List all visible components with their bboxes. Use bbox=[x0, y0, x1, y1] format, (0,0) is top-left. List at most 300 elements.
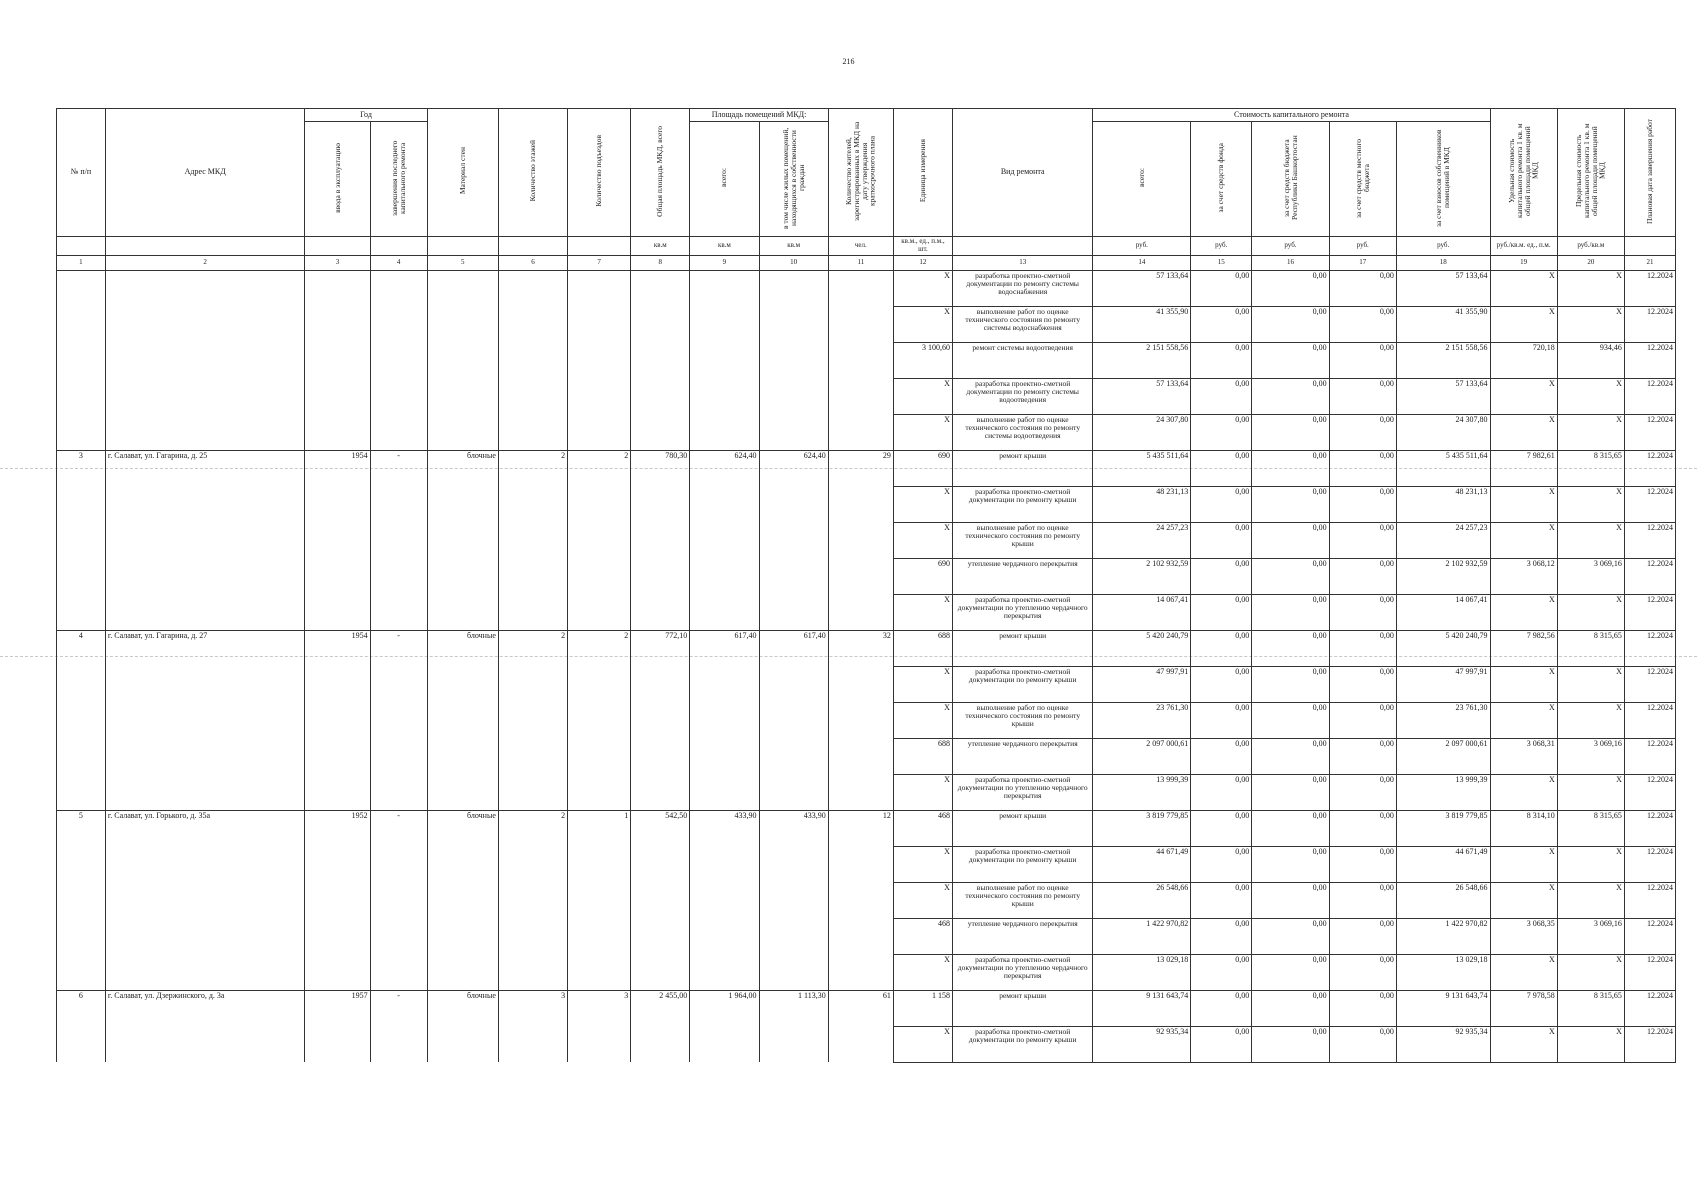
cost-total-cell: 1 422 970,82 bbox=[1093, 918, 1191, 954]
unit-cost-cell: X bbox=[1490, 882, 1557, 918]
cost-fund-cell: 0,00 bbox=[1191, 774, 1252, 810]
row-number bbox=[57, 954, 106, 990]
material-cell bbox=[427, 306, 498, 342]
deadline-cell: 12.2024 bbox=[1624, 846, 1675, 882]
area-residential-cell: 1 113,30 bbox=[759, 990, 828, 1026]
area-residential-cell: 624,40 bbox=[759, 450, 828, 486]
header-work-type: Вид ремонта bbox=[952, 109, 1093, 237]
unit-cost-cell: 3 068,35 bbox=[1490, 918, 1557, 954]
material-cell bbox=[427, 702, 498, 738]
last-repair-cell bbox=[370, 738, 427, 774]
cost-owners-cell: 2 097 000,61 bbox=[1396, 738, 1490, 774]
last-repair-cell bbox=[370, 558, 427, 594]
deadline-cell: 12.2024 bbox=[1624, 702, 1675, 738]
material-cell bbox=[427, 738, 498, 774]
deadline-cell: 12.2024 bbox=[1624, 882, 1675, 918]
cost-local-cell: 0,00 bbox=[1329, 630, 1396, 666]
cost-local-cell: 0,00 bbox=[1329, 378, 1396, 414]
area-all-cell bbox=[690, 486, 759, 522]
total-area-cell: 2 455,00 bbox=[631, 990, 690, 1026]
address-cell bbox=[105, 522, 305, 558]
address-cell bbox=[105, 702, 305, 738]
row-number bbox=[57, 1026, 106, 1062]
total-area-cell bbox=[631, 522, 690, 558]
unit-cost-cell: X bbox=[1490, 1026, 1557, 1062]
row-number: 4 bbox=[57, 630, 106, 666]
entrances-cell bbox=[568, 378, 631, 414]
work-type-cell: разработка проектно-сметной документации по ремонту крыши bbox=[952, 666, 1093, 702]
unit-cell: кв.м bbox=[690, 237, 759, 256]
cost-owners-cell: 2 102 932,59 bbox=[1396, 558, 1490, 594]
row-number bbox=[57, 306, 106, 342]
header-cost-total: всего: bbox=[1093, 122, 1191, 237]
work-type-cell: ремонт крыши bbox=[952, 810, 1093, 846]
work-type-cell: разработка проектно-сметной документации по ремонту системы водоснабжения bbox=[952, 270, 1093, 306]
total-area-cell bbox=[631, 270, 690, 306]
row-number bbox=[57, 774, 106, 810]
cost-fund-cell: 0,00 bbox=[1191, 306, 1252, 342]
last-repair-cell bbox=[370, 666, 427, 702]
column-number: 21 bbox=[1624, 255, 1675, 270]
column-number: 17 bbox=[1329, 255, 1396, 270]
last-repair-cell bbox=[370, 342, 427, 378]
entrances-cell bbox=[568, 666, 631, 702]
max-cost-cell: X bbox=[1557, 594, 1624, 630]
entrances-cell bbox=[568, 558, 631, 594]
floors-cell bbox=[498, 846, 567, 882]
cost-owners-cell: 26 548,66 bbox=[1396, 882, 1490, 918]
area-all-cell bbox=[690, 414, 759, 450]
entrances-cell bbox=[568, 1026, 631, 1062]
max-cost-cell: 3 069,16 bbox=[1557, 918, 1624, 954]
row-number bbox=[57, 342, 106, 378]
cost-total-cell: 5 435 511,64 bbox=[1093, 450, 1191, 486]
cost-local-cell: 0,00 bbox=[1329, 918, 1396, 954]
year-cell bbox=[305, 882, 370, 918]
entrances-cell bbox=[568, 522, 631, 558]
address-cell bbox=[105, 378, 305, 414]
area-all-cell: 1 964,00 bbox=[690, 990, 759, 1026]
deadline-cell: 12.2024 bbox=[1624, 666, 1675, 702]
deadline-cell: 12.2024 bbox=[1624, 342, 1675, 378]
work-type-cell: утепление чердачного перекрытия bbox=[952, 738, 1093, 774]
row-number bbox=[57, 414, 106, 450]
work-type-cell: утепление чердачного перекрытия bbox=[952, 558, 1093, 594]
work-type-cell: разработка проектно-сметной документации по утеплению чердачного перекрытия bbox=[952, 774, 1093, 810]
table-row bbox=[57, 918, 1676, 954]
max-cost-cell: X bbox=[1557, 306, 1624, 342]
cost-total-cell: 5 420 240,79 bbox=[1093, 630, 1191, 666]
cost-owners-cell: 57 133,64 bbox=[1396, 378, 1490, 414]
floors-cell bbox=[498, 342, 567, 378]
unit-cell: руб./кв.м. ед., п.м. bbox=[1490, 237, 1557, 256]
floors-cell bbox=[498, 1026, 567, 1062]
cost-owners-cell: 13 999,39 bbox=[1396, 774, 1490, 810]
work-type-cell: ремонт крыши bbox=[952, 990, 1093, 1026]
area-residential-cell bbox=[759, 522, 828, 558]
cost-republic-cell: 0,00 bbox=[1252, 918, 1329, 954]
area-all-cell bbox=[690, 306, 759, 342]
row-number bbox=[57, 846, 106, 882]
address-cell bbox=[105, 666, 305, 702]
residents-cell bbox=[828, 846, 893, 882]
area-all-cell bbox=[690, 378, 759, 414]
column-number: 10 bbox=[759, 255, 828, 270]
column-number: 16 bbox=[1252, 255, 1329, 270]
last-repair-cell bbox=[370, 882, 427, 918]
max-cost-cell: X bbox=[1557, 486, 1624, 522]
column-number: 14 bbox=[1093, 255, 1191, 270]
max-cost-cell: X bbox=[1557, 1026, 1624, 1062]
repair-plan-table-wrapper bbox=[56, 108, 1676, 1063]
column-number: 5 bbox=[427, 255, 498, 270]
unit-value-cell: 688 bbox=[893, 630, 952, 666]
area-residential-cell: 433,90 bbox=[759, 810, 828, 846]
cost-owners-cell: 48 231,13 bbox=[1396, 486, 1490, 522]
entrances-cell: 2 bbox=[568, 450, 631, 486]
header-area-total: всего: bbox=[690, 122, 759, 237]
cost-local-cell: 0,00 bbox=[1329, 558, 1396, 594]
cost-republic-cell: 0,00 bbox=[1252, 990, 1329, 1026]
material-cell bbox=[427, 558, 498, 594]
total-area-cell bbox=[631, 558, 690, 594]
address-cell: г. Салават, ул. Горького, д. 35а bbox=[105, 810, 305, 846]
table-row bbox=[57, 738, 1676, 774]
residents-cell: 29 bbox=[828, 450, 893, 486]
cost-fund-cell: 0,00 bbox=[1191, 846, 1252, 882]
floors-cell bbox=[498, 594, 567, 630]
area-all-cell bbox=[690, 342, 759, 378]
material-cell: блочные bbox=[427, 990, 498, 1026]
deadline-cell: 12.2024 bbox=[1624, 270, 1675, 306]
deadline-cell: 12.2024 bbox=[1624, 954, 1675, 990]
row-number bbox=[57, 378, 106, 414]
cost-republic-cell: 0,00 bbox=[1252, 378, 1329, 414]
cost-local-cell: 0,00 bbox=[1329, 522, 1396, 558]
cost-local-cell: 0,00 bbox=[1329, 846, 1396, 882]
work-type-cell: выполнение работ по оценке технического состояния по ремонту системы водоотведения bbox=[952, 414, 1093, 450]
unit-value-cell: 690 bbox=[893, 450, 952, 486]
residents-cell bbox=[828, 522, 893, 558]
unit-cost-cell: X bbox=[1490, 954, 1557, 990]
address-cell bbox=[105, 306, 305, 342]
max-cost-cell: X bbox=[1557, 522, 1624, 558]
year-cell bbox=[305, 594, 370, 630]
residents-cell bbox=[828, 594, 893, 630]
entrances-cell bbox=[568, 846, 631, 882]
residents-cell bbox=[828, 666, 893, 702]
material-cell bbox=[427, 774, 498, 810]
year-cell: 1954 bbox=[305, 630, 370, 666]
year-cell bbox=[305, 666, 370, 702]
material-cell bbox=[427, 666, 498, 702]
floors-cell bbox=[498, 486, 567, 522]
header-unit-cost: Удельная стоимость капитального ремонта 1 кв. м общей площади помещений МКД bbox=[1490, 109, 1557, 237]
area-all-cell bbox=[690, 774, 759, 810]
area-all-cell bbox=[690, 594, 759, 630]
cost-fund-cell: 0,00 bbox=[1191, 810, 1252, 846]
address-cell bbox=[105, 846, 305, 882]
floors-cell bbox=[498, 702, 567, 738]
last-repair-cell bbox=[370, 918, 427, 954]
total-area-cell bbox=[631, 486, 690, 522]
material-cell: блочные bbox=[427, 450, 498, 486]
row-number bbox=[57, 666, 106, 702]
max-cost-cell: 8 315,65 bbox=[1557, 810, 1624, 846]
entrances-cell bbox=[568, 306, 631, 342]
cost-owners-cell: 47 997,91 bbox=[1396, 666, 1490, 702]
cost-total-cell: 13 029,18 bbox=[1093, 954, 1191, 990]
total-area-cell bbox=[631, 378, 690, 414]
unit-value-cell: X bbox=[893, 306, 952, 342]
year-cell bbox=[305, 486, 370, 522]
area-all-cell bbox=[690, 846, 759, 882]
row-number: 3 bbox=[57, 450, 106, 486]
last-repair-cell: - bbox=[370, 630, 427, 666]
area-residential-cell bbox=[759, 738, 828, 774]
last-repair-cell bbox=[370, 702, 427, 738]
table-row bbox=[57, 522, 1676, 558]
year-cell bbox=[305, 270, 370, 306]
last-repair-cell: - bbox=[370, 810, 427, 846]
floors-cell bbox=[498, 666, 567, 702]
year-cell bbox=[305, 1026, 370, 1062]
unit-value-cell: X bbox=[893, 882, 952, 918]
area-all-cell bbox=[690, 918, 759, 954]
table-row bbox=[57, 270, 1676, 306]
header-cost-fund: за счет средств фонда bbox=[1191, 122, 1252, 237]
total-area-cell bbox=[631, 774, 690, 810]
work-type-cell: разработка проектно-сметной документации по утеплению чердачного перекрытия bbox=[952, 594, 1093, 630]
work-type-cell: выполнение работ по оценке технического состояния по ремонту крыши bbox=[952, 702, 1093, 738]
max-cost-cell: X bbox=[1557, 774, 1624, 810]
max-cost-cell: X bbox=[1557, 414, 1624, 450]
column-number: 13 bbox=[952, 255, 1093, 270]
residents-cell bbox=[828, 306, 893, 342]
cost-local-cell: 0,00 bbox=[1329, 342, 1396, 378]
cost-republic-cell: 0,00 bbox=[1252, 738, 1329, 774]
year-cell bbox=[305, 378, 370, 414]
table-row bbox=[57, 414, 1676, 450]
year-cell bbox=[305, 738, 370, 774]
row-number bbox=[57, 558, 106, 594]
address-cell bbox=[105, 594, 305, 630]
cost-owners-cell: 44 671,49 bbox=[1396, 846, 1490, 882]
cost-owners-cell: 57 133,64 bbox=[1396, 270, 1490, 306]
address-cell bbox=[105, 1026, 305, 1062]
deadline-cell: 12.2024 bbox=[1624, 594, 1675, 630]
total-area-cell: 542,50 bbox=[631, 810, 690, 846]
header-floors: Количество этажей bbox=[498, 109, 567, 237]
total-area-cell bbox=[631, 594, 690, 630]
area-all-cell bbox=[690, 522, 759, 558]
table-row bbox=[57, 810, 1676, 846]
area-residential-cell bbox=[759, 306, 828, 342]
residents-cell bbox=[828, 378, 893, 414]
table-row bbox=[57, 954, 1676, 990]
total-area-cell bbox=[631, 738, 690, 774]
residents-cell bbox=[828, 774, 893, 810]
cost-local-cell: 0,00 bbox=[1329, 738, 1396, 774]
cost-local-cell: 0,00 bbox=[1329, 306, 1396, 342]
residents-cell bbox=[828, 882, 893, 918]
cost-total-cell: 57 133,64 bbox=[1093, 378, 1191, 414]
residents-cell bbox=[828, 270, 893, 306]
unit-value-cell: 1 158 bbox=[893, 990, 952, 1026]
floors-cell bbox=[498, 558, 567, 594]
cost-total-cell: 2 102 932,59 bbox=[1093, 558, 1191, 594]
unit-cell: чел. bbox=[828, 237, 893, 256]
deadline-cell: 12.2024 bbox=[1624, 774, 1675, 810]
column-number: 9 bbox=[690, 255, 759, 270]
year-cell bbox=[305, 342, 370, 378]
entrances-cell bbox=[568, 954, 631, 990]
material-cell bbox=[427, 486, 498, 522]
column-number: 8 bbox=[631, 255, 690, 270]
residents-cell bbox=[828, 486, 893, 522]
entrances-cell bbox=[568, 738, 631, 774]
floors-cell bbox=[498, 522, 567, 558]
area-residential-cell bbox=[759, 270, 828, 306]
cost-republic-cell: 0,00 bbox=[1252, 342, 1329, 378]
entrances-cell: 1 bbox=[568, 810, 631, 846]
last-repair-cell bbox=[370, 522, 427, 558]
table-row bbox=[57, 882, 1676, 918]
year-cell bbox=[305, 774, 370, 810]
cost-republic-cell: 0,00 bbox=[1252, 558, 1329, 594]
material-cell bbox=[427, 594, 498, 630]
repair-plan-table bbox=[56, 108, 1676, 1063]
material-cell: блочные bbox=[427, 810, 498, 846]
residents-cell bbox=[828, 738, 893, 774]
cost-republic-cell: 0,00 bbox=[1252, 594, 1329, 630]
table-row bbox=[57, 306, 1676, 342]
material-cell bbox=[427, 1026, 498, 1062]
max-cost-cell: X bbox=[1557, 270, 1624, 306]
unit-cost-cell: X bbox=[1490, 378, 1557, 414]
work-type-cell: разработка проектно-сметной документации по ремонту крыши bbox=[952, 846, 1093, 882]
header-year-group: Год bbox=[305, 109, 427, 122]
unit-value-cell: X bbox=[893, 954, 952, 990]
unit-value-cell: X bbox=[893, 774, 952, 810]
column-number: 6 bbox=[498, 255, 567, 270]
last-repair-cell bbox=[370, 270, 427, 306]
residents-cell bbox=[828, 1026, 893, 1062]
last-repair-cell bbox=[370, 378, 427, 414]
work-type-cell: ремонт системы водоотведения bbox=[952, 342, 1093, 378]
unit-cost-cell: X bbox=[1490, 306, 1557, 342]
units-row bbox=[57, 237, 1676, 256]
work-type-cell: ремонт крыши bbox=[952, 450, 1093, 486]
cost-local-cell: 0,00 bbox=[1329, 774, 1396, 810]
table-row bbox=[57, 558, 1676, 594]
unit-value-cell: 468 bbox=[893, 918, 952, 954]
cost-total-cell: 3 819 779,85 bbox=[1093, 810, 1191, 846]
unit-cost-cell: X bbox=[1490, 486, 1557, 522]
area-all-cell bbox=[690, 558, 759, 594]
cost-fund-cell: 0,00 bbox=[1191, 342, 1252, 378]
unit-value-cell: X bbox=[893, 594, 952, 630]
last-repair-cell bbox=[370, 486, 427, 522]
year-cell bbox=[305, 954, 370, 990]
total-area-cell bbox=[631, 882, 690, 918]
unit-cell: кв.м., ед., п.м., шт. bbox=[893, 237, 952, 256]
header-address: Адрес МКД bbox=[105, 109, 305, 237]
area-all-cell bbox=[690, 882, 759, 918]
area-all-cell bbox=[690, 954, 759, 990]
year-cell: 1957 bbox=[305, 990, 370, 1026]
cost-local-cell: 0,00 bbox=[1329, 270, 1396, 306]
unit-cost-cell: X bbox=[1490, 702, 1557, 738]
table-row bbox=[57, 702, 1676, 738]
work-type-cell: утепление чердачного перекрытия bbox=[952, 918, 1093, 954]
year-cell: 1952 bbox=[305, 810, 370, 846]
cost-total-cell: 14 067,41 bbox=[1093, 594, 1191, 630]
area-residential-cell bbox=[759, 378, 828, 414]
unit-cost-cell: X bbox=[1490, 270, 1557, 306]
year-cell bbox=[305, 558, 370, 594]
max-cost-cell: X bbox=[1557, 954, 1624, 990]
area-residential-cell bbox=[759, 846, 828, 882]
row-number: 5 bbox=[57, 810, 106, 846]
entrances-cell bbox=[568, 486, 631, 522]
cost-owners-cell: 5 420 240,79 bbox=[1396, 630, 1490, 666]
table-row bbox=[57, 450, 1676, 486]
deadline-cell: 12.2024 bbox=[1624, 486, 1675, 522]
unit-cost-cell: 3 068,12 bbox=[1490, 558, 1557, 594]
page-number: 216 bbox=[842, 57, 855, 66]
cost-local-cell: 0,00 bbox=[1329, 414, 1396, 450]
area-all-cell: 617,40 bbox=[690, 630, 759, 666]
material-cell bbox=[427, 522, 498, 558]
area-all-cell bbox=[690, 1026, 759, 1062]
material-cell bbox=[427, 954, 498, 990]
cost-fund-cell: 0,00 bbox=[1191, 558, 1252, 594]
floors-cell bbox=[498, 306, 567, 342]
last-repair-cell bbox=[370, 846, 427, 882]
header-wall-material: Материал стен bbox=[427, 109, 498, 237]
header-area-group: Площадь помещений МКД: bbox=[690, 109, 828, 122]
cost-local-cell: 0,00 bbox=[1329, 594, 1396, 630]
floors-cell bbox=[498, 414, 567, 450]
cost-local-cell: 0,00 bbox=[1329, 450, 1396, 486]
total-area-cell bbox=[631, 342, 690, 378]
cost-republic-cell: 0,00 bbox=[1252, 450, 1329, 486]
area-residential-cell bbox=[759, 666, 828, 702]
header-year-last-repair: завершения последнего капитального ремонта bbox=[370, 122, 427, 237]
year-cell bbox=[305, 414, 370, 450]
row-number bbox=[57, 270, 106, 306]
area-all-cell bbox=[690, 738, 759, 774]
year-cell: 1954 bbox=[305, 450, 370, 486]
max-cost-cell: 8 315,65 bbox=[1557, 450, 1624, 486]
max-cost-cell: X bbox=[1557, 666, 1624, 702]
total-area-cell bbox=[631, 918, 690, 954]
max-cost-cell: 3 069,16 bbox=[1557, 738, 1624, 774]
max-cost-cell: X bbox=[1557, 846, 1624, 882]
header-cost-group: Стоимость капитального ремонта bbox=[1093, 109, 1490, 122]
column-number: 4 bbox=[370, 255, 427, 270]
work-type-cell: разработка проектно-сметной документации по утеплению чердачного перекрытия bbox=[952, 954, 1093, 990]
header-cost-local: за счет средств местного бюджета bbox=[1329, 122, 1396, 237]
unit-cell: руб. bbox=[1191, 237, 1252, 256]
header-num: № п/п bbox=[57, 109, 106, 237]
material-cell bbox=[427, 882, 498, 918]
cost-republic-cell: 0,00 bbox=[1252, 846, 1329, 882]
address-cell: г. Салават, ул. Гагарина, д. 27 bbox=[105, 630, 305, 666]
unit-cell: руб. bbox=[1252, 237, 1329, 256]
cost-republic-cell: 0,00 bbox=[1252, 486, 1329, 522]
